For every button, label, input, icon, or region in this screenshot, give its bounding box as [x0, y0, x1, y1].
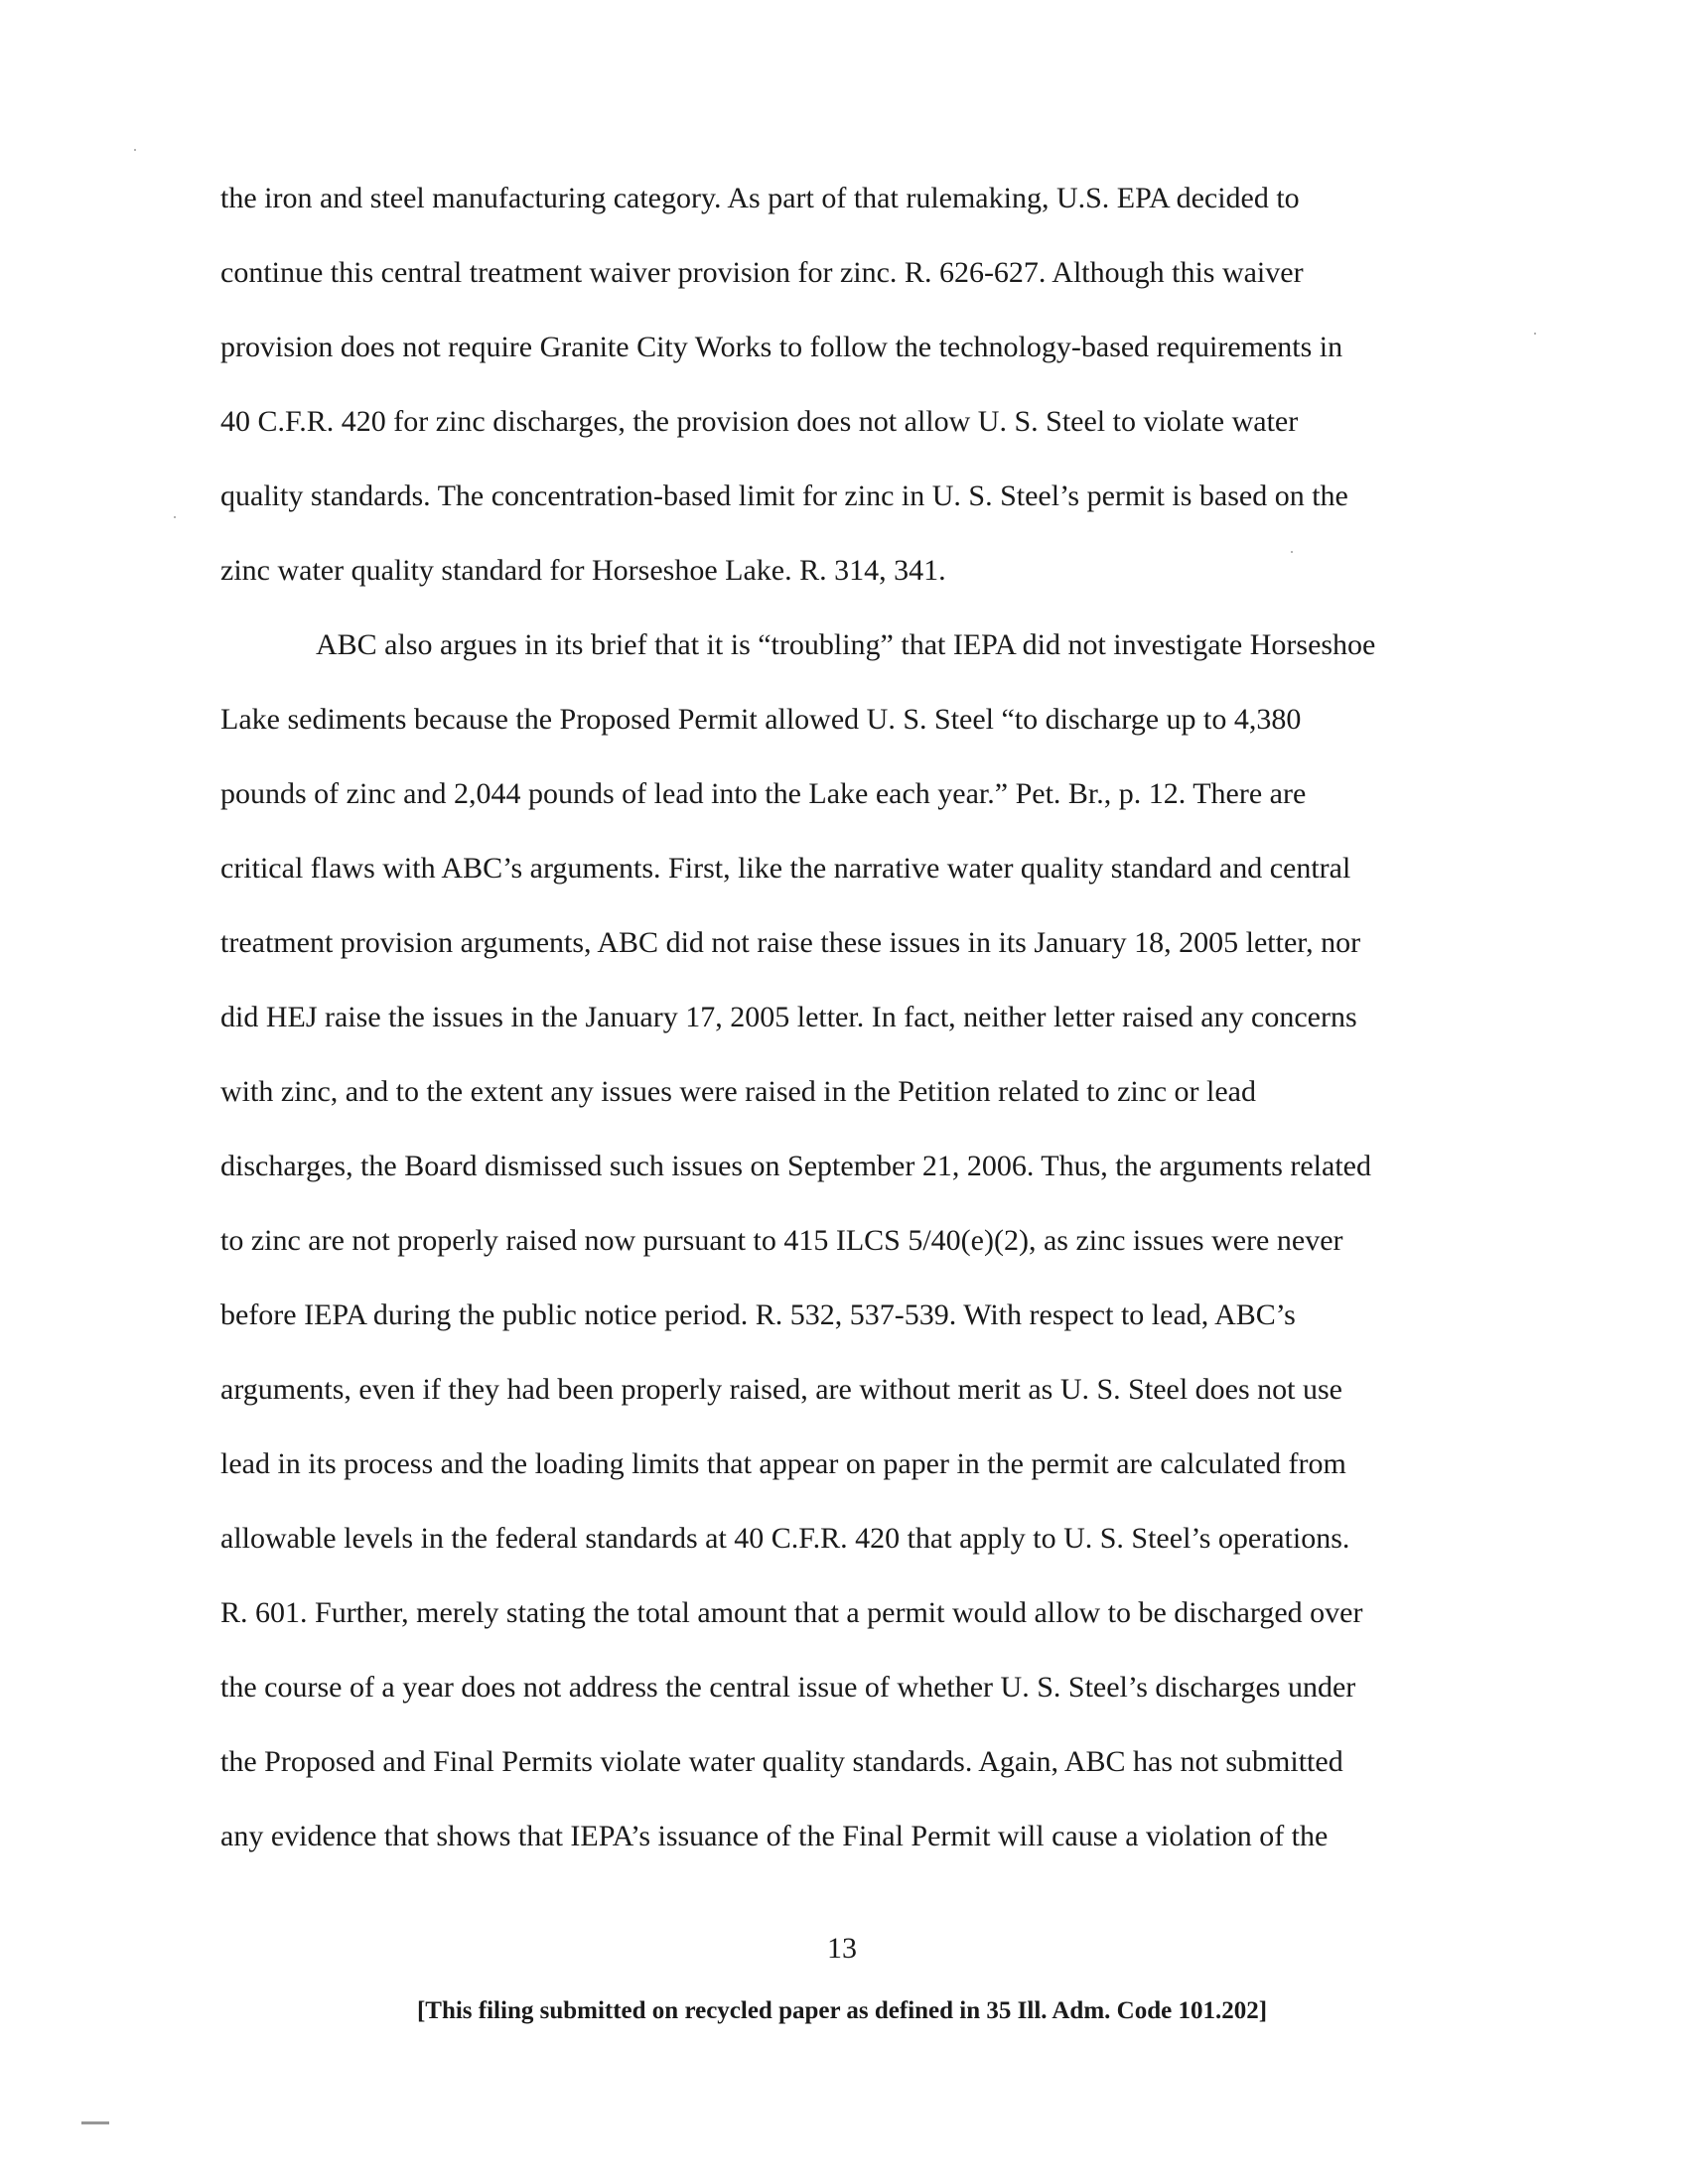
text-line: provision does not require Granite City Works to follow the technology-based requirements in: [220, 331, 1343, 363]
text-line: allowable levels in the federal standards at 40 C.F.R. 420 that apply to U. S. Steel’s operations.: [220, 1522, 1350, 1555]
text-line: the Proposed and Final Permits violate water quality standards. Again, ABC has not submitted: [220, 1745, 1343, 1778]
text-line: treatment provision arguments, ABC did not raise these issues in its January 18, 2005 letter, nor: [220, 926, 1361, 959]
scan-artifact: [81, 2121, 109, 2124]
text-line: 40 C.F.R. 420 for zinc discharges, the provision does not allow U. S. Steel to violate water: [220, 405, 1299, 438]
scan-speck: [1291, 551, 1293, 553]
text-line: zinc water quality standard for Horseshoe Lake. R. 314, 341.: [220, 554, 946, 587]
paragraph-first-line: ABC also argues in its brief that it is “troubling” that IEPA did not investigate Horseshoe: [316, 628, 1376, 661]
scan-speck: [1534, 333, 1536, 335]
text-line: with zinc, and to the extent any issues were raised in the Petition related to zinc or lead: [220, 1075, 1256, 1108]
text-line: the iron and steel manufacturing category. As part of that rulemaking, U.S. EPA decided to: [220, 182, 1300, 214]
text-line: to zinc are not properly raised now pursuant to 415 ILCS 5/40(e)(2), as zinc issues were never: [220, 1224, 1343, 1257]
text-line: lead in its process and the loading limits that appear on paper in the permit are calculated from: [220, 1447, 1346, 1480]
text-line: critical flaws with ABC’s arguments. First, like the narrative water quality standard and central: [220, 852, 1351, 885]
text-line: before IEPA during the public notice period. R. 532, 537-539. With respect to lead, ABC’s: [220, 1298, 1296, 1331]
text-line: the course of a year does not address the central issue of whether U. S. Steel’s discharges under: [220, 1671, 1356, 1704]
scan-speck: [174, 516, 176, 518]
text-line: R. 601. Further, merely stating the total amount that a permit would allow to be discharged over: [220, 1596, 1363, 1629]
text-line: discharges, the Board dismissed such issues on September 21, 2006. Thus, the arguments related: [220, 1150, 1371, 1182]
text-line: Lake sediments because the Proposed Permit allowed U. S. Steel “to discharge up to 4,380: [220, 703, 1302, 736]
text-line: did HEJ raise the issues in the January 17, 2005 letter. In fact, neither letter raised any concerns: [220, 1001, 1357, 1033]
page-number: 13: [827, 1932, 857, 1965]
text-line: quality standards. The concentration-based limit for zinc in U. S. Steel’s permit is based on the: [220, 479, 1348, 512]
footer-note: [This filing submitted on recycled paper as defined in 35 Ill. Adm. Code 101.202]: [416, 1997, 1268, 2024]
text-line: pounds of zinc and 2,044 pounds of lead into the Lake each year.” Pet. Br., p. 12. There are: [220, 777, 1307, 810]
scan-speck: [134, 149, 136, 151]
text-line: any evidence that shows that IEPA’s issuance of the Final Permit will cause a violation of the: [220, 1820, 1329, 1852]
text-line: arguments, even if they had been properly raised, are without merit as U. S. Steel does not use: [220, 1373, 1342, 1406]
text-line: continue this central treatment waiver provision for zinc. R. 626-627. Although this waiver: [220, 256, 1304, 289]
body-text: [220, 174, 1501, 1886]
